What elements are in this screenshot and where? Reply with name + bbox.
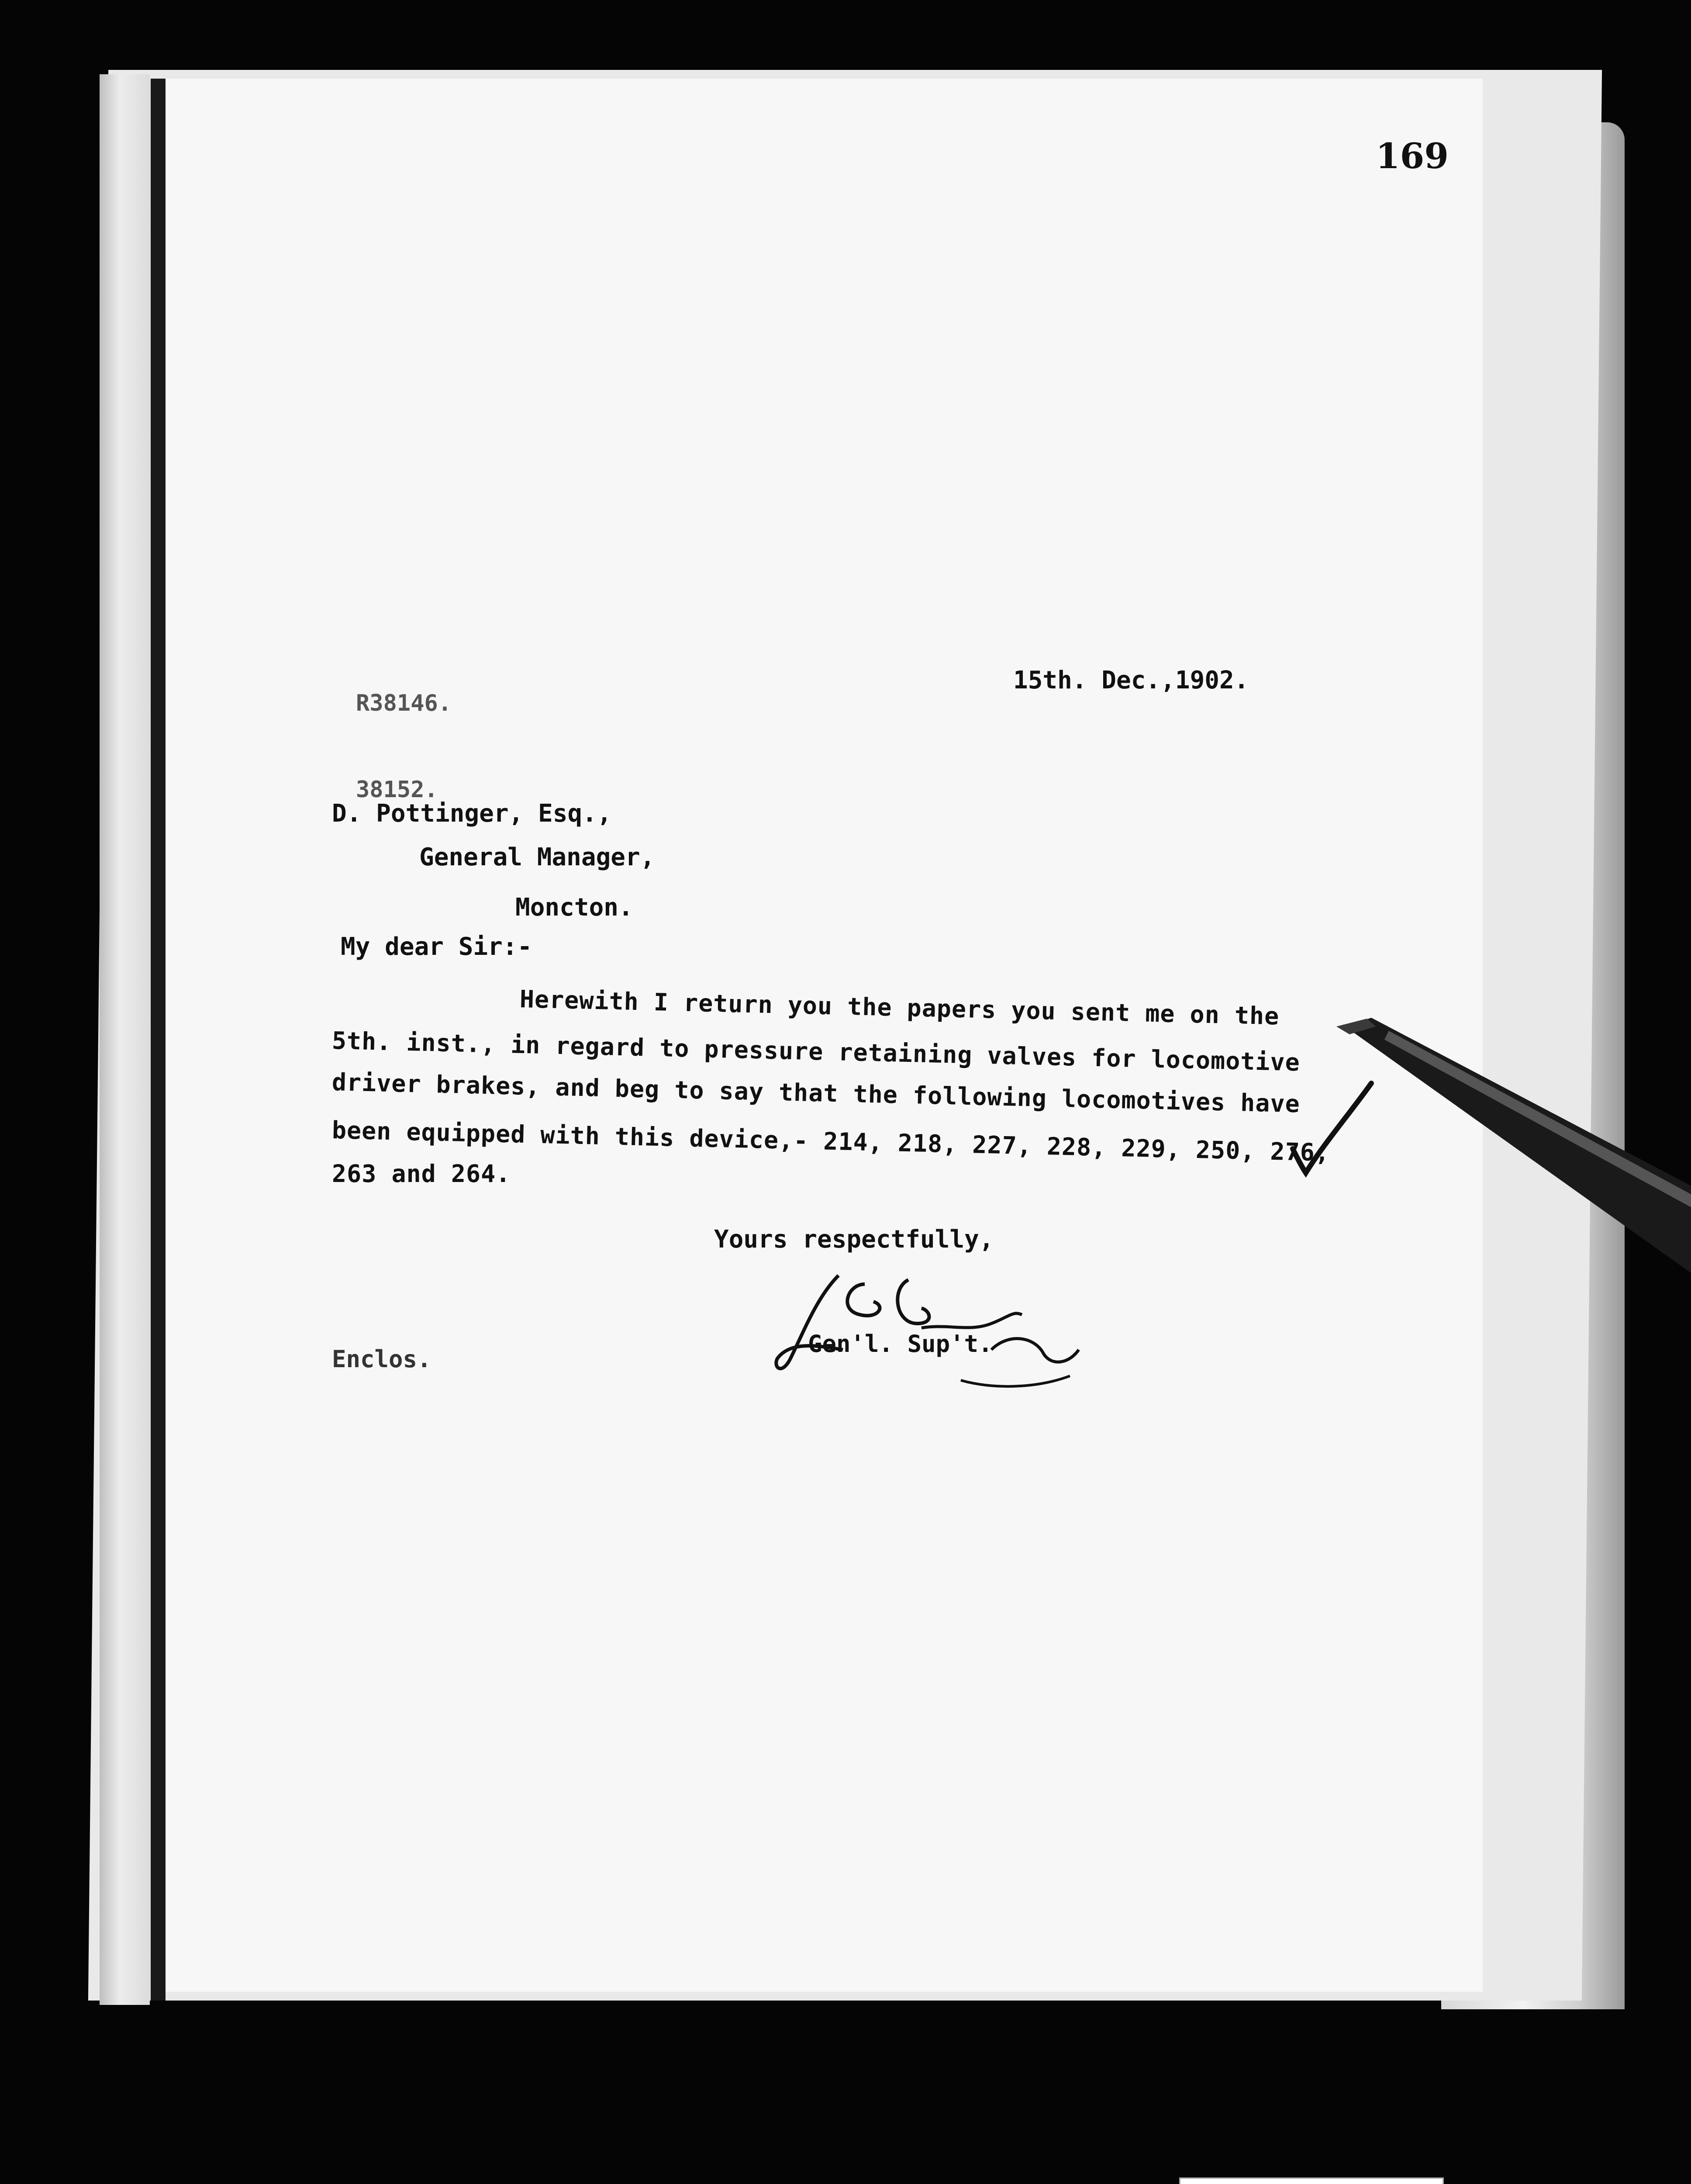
body-line: been equipped with this device,- 214, 218, 227, 228, 229, 250, 276, (331, 1116, 1330, 1167)
body-line: 5th. inst., in regard to pressure retaining valves for locomotive (331, 1026, 1301, 1077)
body-line: driver brakes, and beg to say that the following locomotives have (331, 1068, 1301, 1118)
check-mark (1284, 1079, 1380, 1179)
enclosure-note: Enclos. (332, 1345, 431, 1373)
signature-title: Gen'l. Sup't. (808, 1330, 993, 1358)
addressee-name: D. Pottinger, Esq., (332, 799, 612, 828)
letter-date: 15th. Dec.,1902. (1013, 666, 1249, 695)
page-left-strip (100, 74, 150, 2005)
reference-number: R38146. (356, 690, 452, 716)
body-line: Herewith I return you the papers you sent me on the (519, 985, 1280, 1030)
body-line: 263 and 264. (332, 1160, 511, 1188)
page-number: 169 (1376, 135, 1449, 176)
addressee-place: Moncton. (515, 893, 633, 922)
blurred-page-note (1179, 2177, 1444, 2184)
binding-line (151, 79, 166, 2001)
salutation: My dear Sir:- (341, 933, 532, 961)
reference-number: 38152. (356, 777, 438, 803)
closing: Yours respectfully, (714, 1225, 994, 1254)
addressee-title: General Manager, (419, 843, 655, 871)
